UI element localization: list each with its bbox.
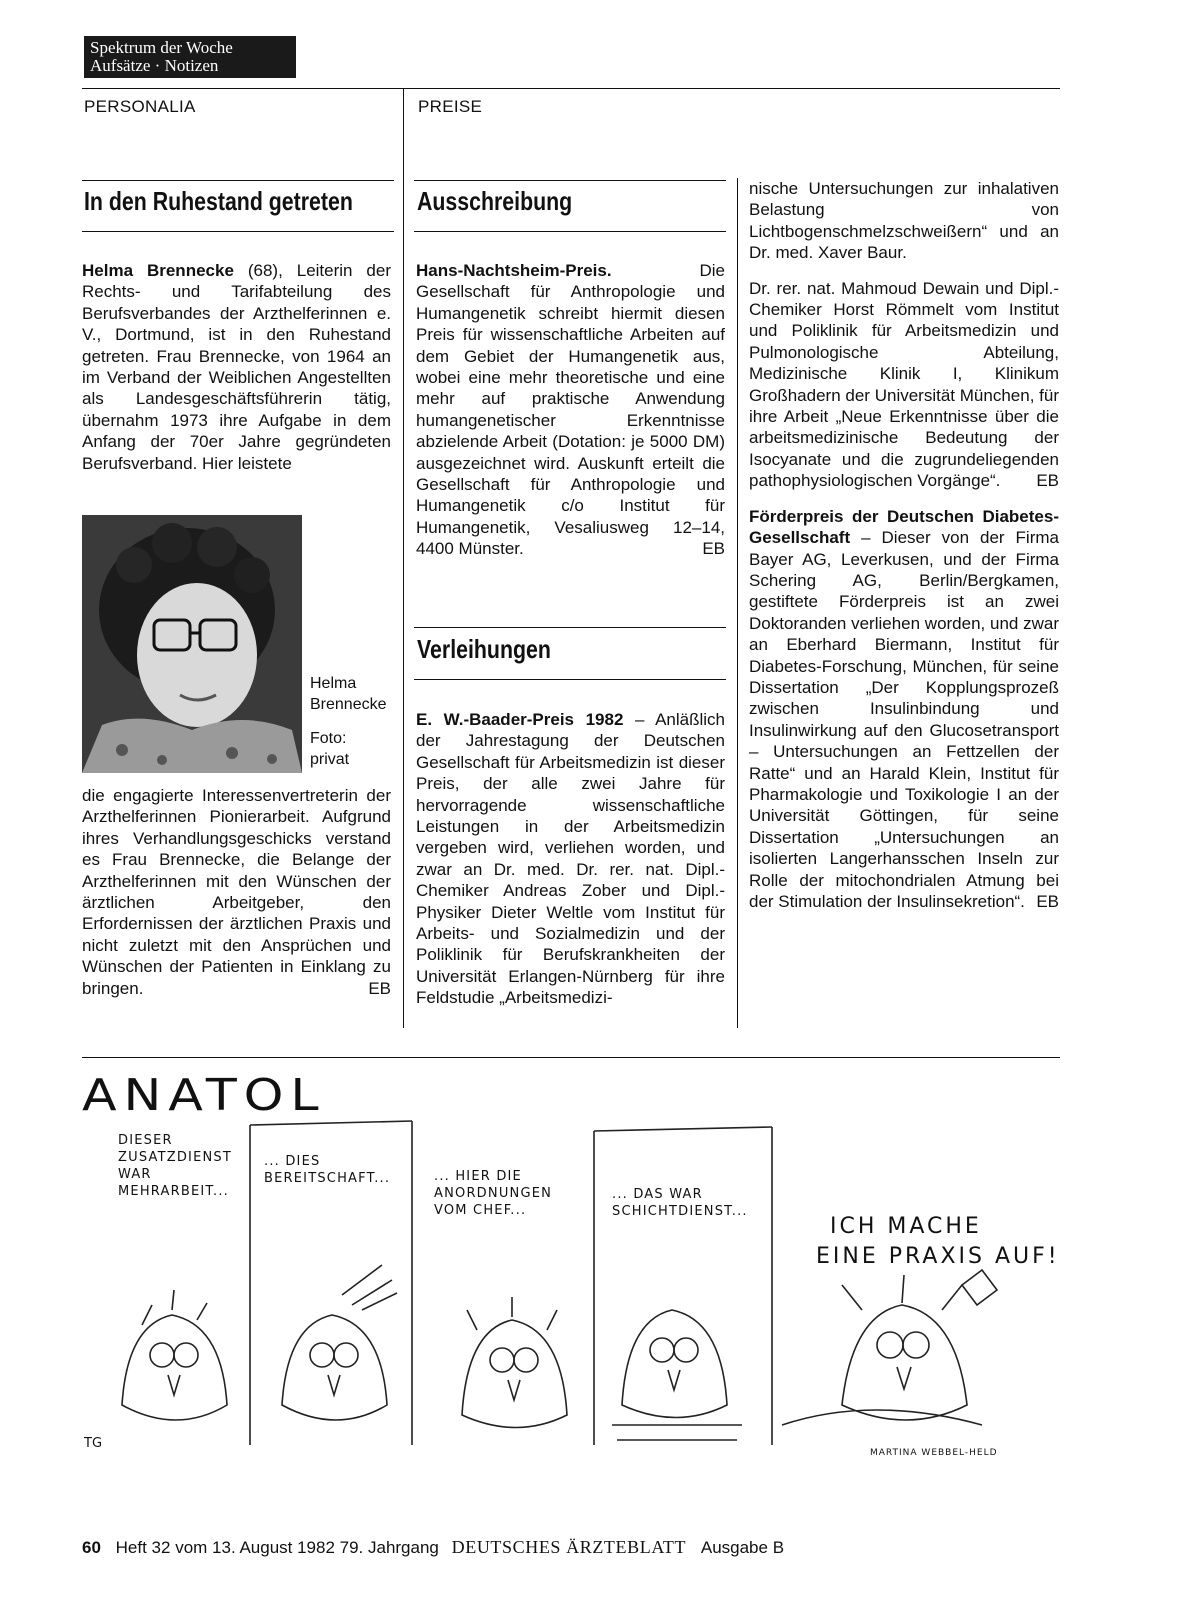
continued-text: die engagierte Interessenvertreterin der Arzthelferinnen Pionierarbeit. Aufgrund ihres Verhandlungsgeschicks verstand es Frau Brennecke, die Belange der Arzthelferinnen mit den Wünschen der ärztlichen Arbeitgeber, den Erfordernissen der ärztlichen Praxis und nicht zuletzt mit den Ansprüchen und Wünschen der Patienten in Einklang zu bringen. — [82, 786, 391, 998]
anatol-character-3 — [462, 1297, 567, 1428]
dept-preise: PREISE — [418, 97, 483, 116]
bubble-line: ... DIES — [264, 1154, 321, 1169]
article-brennecke-continued — [82, 785, 391, 999]
dewain-roemmelt-paragraph — [749, 278, 1059, 492]
baader-continued: nische Untersuchungen zur inhalativen Belastung von Lichtbogenschmelzschweißern“ und an Dr. med. Xaver Baur. — [749, 179, 1059, 263]
prize-name: Hans-Nachtsheim-Preis. — [416, 261, 612, 280]
bubble-line: ... HIER DIE — [434, 1169, 522, 1184]
prize-name: E. W.-Baader-Preis 1982 — [416, 710, 624, 729]
headline-rule-bottom — [82, 231, 394, 232]
author-signature: EB — [1036, 892, 1059, 911]
headline-rule-bottom — [414, 679, 726, 680]
speech-bubble-panel-1 — [118, 1132, 232, 1200]
headline-rule-bottom — [414, 231, 726, 232]
column-divider-2 — [737, 178, 738, 1028]
caption-name-line2: Brennecke — [310, 696, 387, 713]
author-signature: EB — [1036, 471, 1059, 491]
caption-credit-line1: Foto: — [310, 730, 347, 747]
comic-title: ANATOL — [82, 1070, 326, 1121]
headline-rule-top — [82, 180, 394, 181]
dept-personalia: PERSONALIA — [84, 97, 196, 116]
anatol-character-1 — [122, 1290, 227, 1420]
caption-name-line1: Helma — [310, 675, 357, 692]
magazine-name: DEUTSCHES ÄRZTEBLATT — [451, 1537, 687, 1557]
prize-name: Förderpreis der Deutschen Diabetes-Gesellschaft — [749, 506, 1059, 548]
issue-info: Heft 32 vom 13. August 1982 79. Jahrgang — [115, 1538, 439, 1557]
speech-bubble-panel-3 — [434, 1168, 552, 1219]
author-signature: EB — [702, 539, 725, 559]
intro-text: (68), Leiterin der Rechts- und Tarifabteilung des Berufsverbandes der Arzthelferinnen e. V., Dortmund, ist in den Ruhestand getreten. Frau Brennecke, von 1964 an im Verband der Weiblichen Angestellten als Landesgeschäftsführerin tätig, übernahm 1973 ihre Aufgabe in dem Anfang der 70er Jahre gegründeten Berufsverband. Hier leistete — [82, 261, 392, 473]
caption-credit-line2: privat — [310, 751, 350, 768]
section-label-line2: Aufsätze · Notizen — [90, 56, 219, 75]
portrait-photo — [82, 515, 302, 773]
page-number: 60 — [82, 1538, 101, 1557]
headline-rule-top — [414, 627, 726, 628]
portrait-illustration — [82, 515, 302, 773]
column-divider-1 — [403, 88, 404, 1028]
comic-rule — [82, 1057, 1060, 1058]
header-rule — [82, 88, 1060, 89]
bubble-line: EINE PRAXIS AUF! — [816, 1244, 1060, 1269]
bubble-line: SCHICHTDIENST... — [612, 1204, 748, 1219]
article-column-3 — [749, 178, 1059, 912]
bubble-line: ... DAS WAR — [612, 1187, 703, 1202]
dewain-text: Dr. rer. nat. Mahmoud Dewain und Dipl.-Chemiker Horst Römmelt vom Institut und Poliklinik für Arbeitsmedizin und Pulmonologische Abteilung, Medizinische Klinik I, Klinikum Großhadern der Universität München, für ihre Arbeit „Neue Erkenntnisse über die arbeitsmedizinische Bedeutung der Isocyanate und die zugrundeliegenden pathophysiologischen Vorgänge“. — [749, 278, 1059, 491]
headline-ausschreibung: Ausschreibung — [417, 186, 573, 216]
prize-text: – Anläßlich der Jahrestagung der Deutschen Gesellschaft für Arbeitsmedizin ist dieser Preis, der alle zwei Jahre für hervorragende wissenschaftliche Leistungen in der Arbeitsmedizin vergeben wird, verliehen worden, und zwar an Dr. med. Dr. rer. nat. Dipl.-Chemiker Andreas Zober und Dipl.-Physiker Dieter Weltle vom Institut für Arbeits- und Sozialmedizin und der Poliklinik für Berufskrankheiten der Universität Erlangen-Nürnberg für ihre Feldstudie „Arbeitsmedizi- — [416, 710, 725, 1008]
anatol-character-5 — [782, 1270, 997, 1425]
article-baader-preis — [416, 709, 725, 1009]
bubble-line: MEHRARBEIT... — [118, 1184, 229, 1199]
headline-verleihungen: Verleihungen — [417, 634, 551, 664]
speech-bubble-panel-2 — [264, 1153, 390, 1187]
article-nachtsheim-preis — [416, 260, 725, 560]
page-footer — [82, 1537, 784, 1558]
headline-ruhestand: In den Ruhestand getreten — [84, 186, 353, 216]
section-label-line1: Spektrum der Woche — [90, 38, 233, 57]
photo-caption — [310, 673, 387, 770]
anatol-character-4 — [612, 1310, 742, 1440]
comic-artist-signature: MARTINA WEBBEL-HELD — [870, 1448, 998, 1458]
prize-text: – Dieser von der Firma Bayer AG, Leverkusen, und der Firma Schering AG, Berlin/Bergkamen, gestiftete Förderpreis ist an zwei Doktoranden verliehen worden, und zwar an Eberhard Biermann, Institut für Diabetes-Forschung, München, für seine Dissertation „Der Kopplungsprozeß zwischen Insulinbindung und Insulinwirkung auf den Glucosetransport – Untersuchungen an Fettzellen der Ratte“ und an Harald Klein, Institut für Pharmakologie und Toxikologie I an der Universität Göttingen, für seine Dissertation „Untersuchungen an isolierten Langerhansschen Inseln zur Rolle der mitochondrialen Atmung bei der Stimulation der Insulinsekretion“. — [749, 528, 1059, 911]
headline-rule-top — [414, 180, 726, 181]
anatol-character-2 — [282, 1265, 397, 1420]
comic-initials: TG — [84, 1436, 103, 1451]
bubble-line: ZUSATZDIENST — [118, 1150, 233, 1165]
diabetes-prize-paragraph — [749, 506, 1059, 913]
bubble-line: DIESER — [118, 1133, 173, 1148]
person-name: Helma Brennecke — [82, 261, 234, 280]
section-label — [84, 36, 296, 78]
bubble-line: VOM CHEF... — [434, 1203, 527, 1218]
author-signature: EB — [368, 978, 391, 998]
speech-bubble-panel-4 — [612, 1186, 748, 1220]
edition-info: Ausgabe B — [700, 1538, 785, 1557]
prize-text: Die Gesellschaft für Anthropologie und Humangenetik schreibt hiermit diesen Preis für wissenschaftliche Arbeiten auf dem Gebiet der Humangenetik aus, wobei eine mehr theoretische und eine mehr auf praktische Anwendung humangenetischer Erkenntnisse abzielende Arbeit (Dotation: je 5000 DM) ausgezeichnet wird. Auskunft erteilt die Gesellschaft für Anthropologie und Humangenetik c/o Institut für Humangenetik, Vesaliusweg 12–14, 4400 Münster. — [416, 261, 725, 559]
speech-bubble-panel-5 — [816, 1212, 1060, 1272]
article-brennecke-intro — [82, 260, 391, 474]
bubble-line: WAR — [118, 1167, 152, 1182]
bubble-line: ICH MACHE — [830, 1214, 982, 1239]
bubble-line: BEREITSCHAFT... — [264, 1171, 391, 1186]
bubble-line: ANORDNUNGEN — [434, 1186, 553, 1201]
